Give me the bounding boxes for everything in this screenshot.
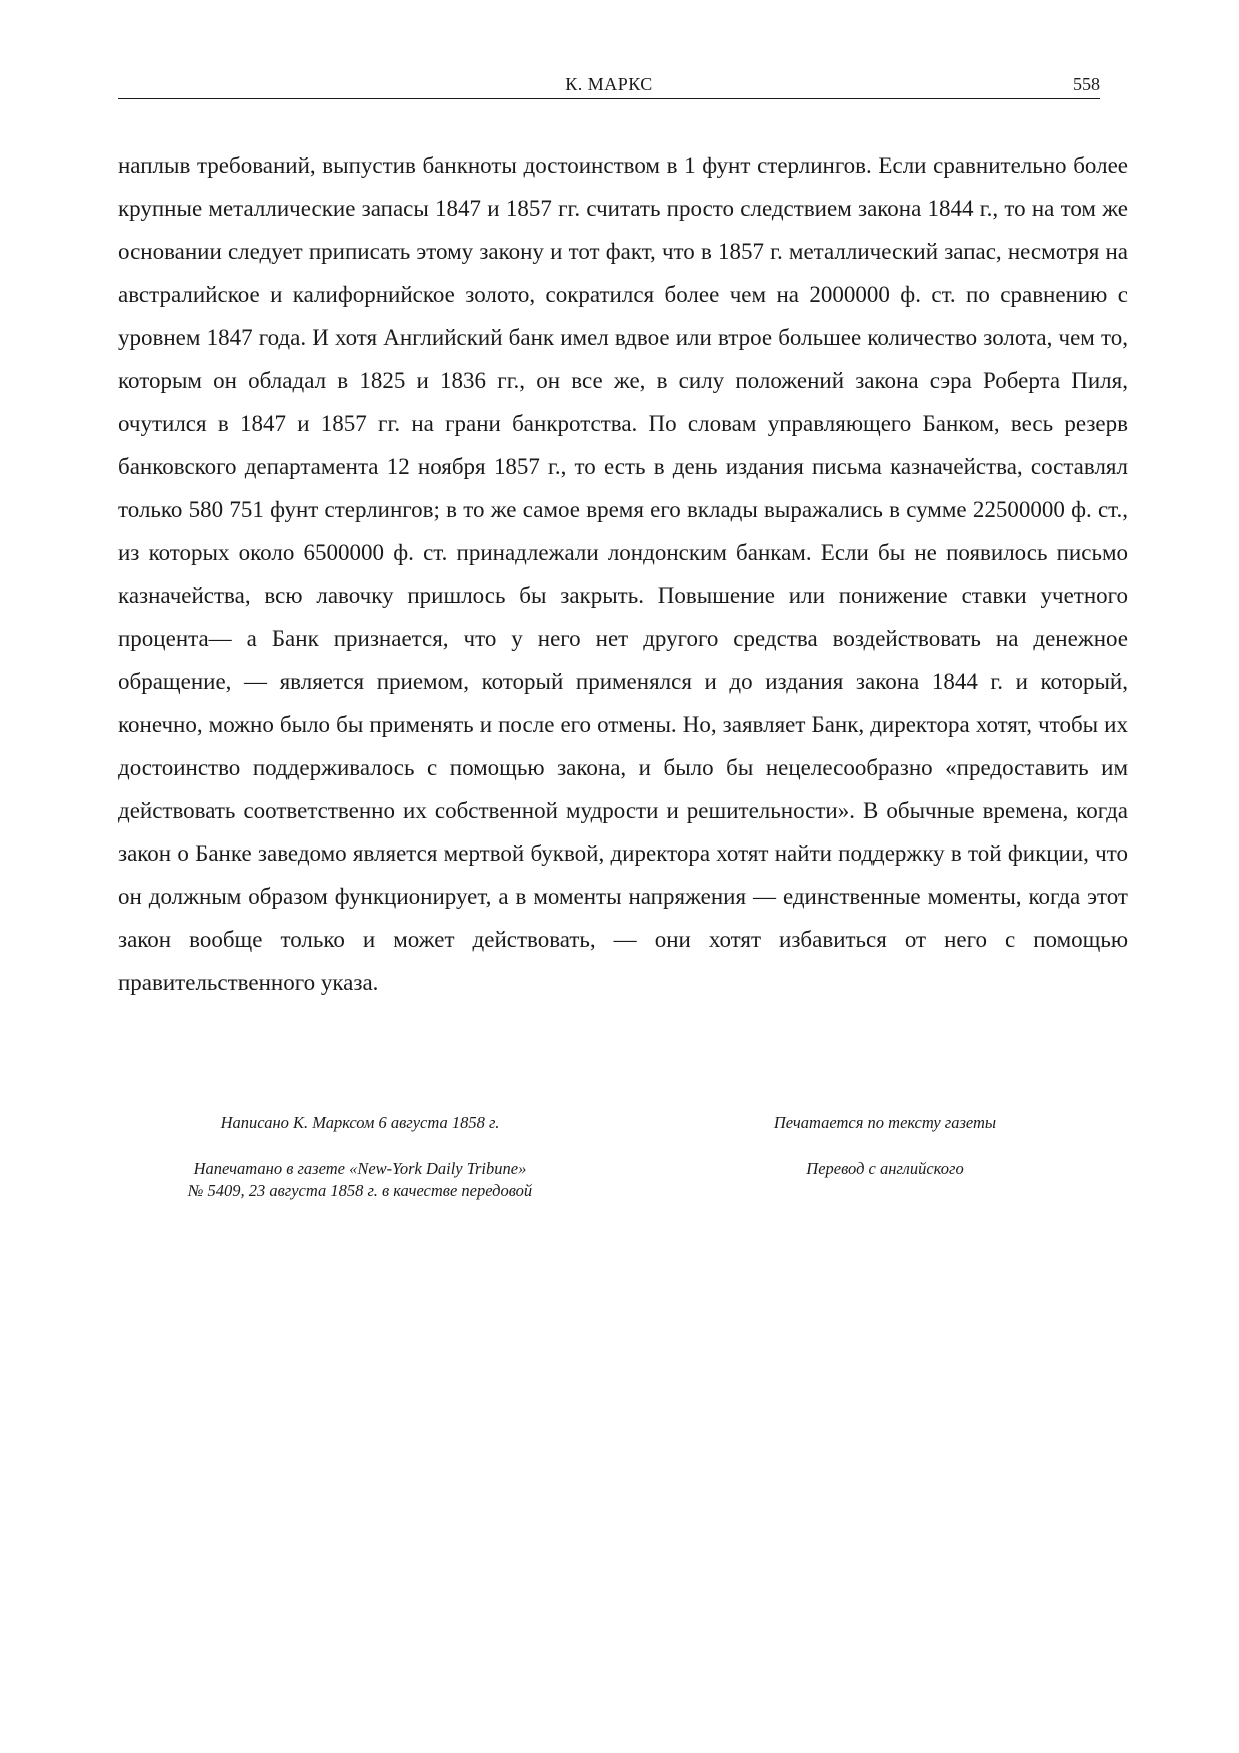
imprint-publication-info: [140, 1112, 580, 1226]
body-paragraph: наплыв требований, выпустив банкноты достоинством в 1 фунт стерлингов. Если сравнительно более крупные металлические запасы 1847 и 1857 гг. считать просто следствием закона 1844 г., то на том же основании следует приписать этому закону и тот факт, что в 1857 г. металлический запас, несмотря на австралийское и калифорнийское золото, сократился более чем на 2000000 ф. ст. по сравнению с уровнем 1847 года. И хотя Английский банк имел вдвое или втрое большее количество золота, чем то, которым он обладал в 1825 и 1836 гг., он все же, в силу положений закона сэра Роберта Пиля, очутился в 1847 и 1857 гг. на грани банкротства. По словам управляющего Банком, весь резерв банковского департамента 12 ноября 1857 г., то есть в день издания письма казначейства, составлял только 580 751 фунт стерлингов; в то же самое время его вклады выражались в сумме 22500000 ф. ст., из которых около 6500000 ф. ст. принадлежали лондонским банкам. Если бы не появилось письмо казначейства, всю лавочку пришлось бы закрыть. Повышение или понижение ставки учетного процента— а Банк признается, что у него нет другого средства воздействовать на денежное обращение, — является приемом, который применялся и до издания закона 1844 г. и который, конечно, можно было бы применять и после его отмены. Но, заявляет Банк, директора хотят, чтобы их достоинство поддерживалось с помощью закона, и было бы нецелесообразно «предоставить им действовать соответственно их собственной мудрости и решительности». В обычные времена, когда закон о Банке заведомо является мертвой буквой, директора хотят найти поддержку в той фикции, что он должным образом функционирует, а в моменты напряжения — единственные моменты, когда этот закон вообще только и может действовать, — они хотят избавиться от него с помощью правительственного указа.: [118, 153, 1128, 995]
imprint-published-in: [140, 1158, 580, 1202]
imprint-published-line-2: № 5409, 23 августа 1858 г. в качестве передовой: [187, 1181, 533, 1200]
imprint-written-date: Написано К. Марксом 6 августа 1858 г.: [220, 1113, 500, 1132]
imprint-source-info: [685, 1112, 1085, 1204]
running-head: [118, 72, 1100, 99]
imprint-published-line-1: Напечатано в газете «New-York Daily Tribune»: [193, 1159, 527, 1178]
imprint-printed-from: Печатается по тексту газеты: [773, 1113, 997, 1132]
imprint-translation: Перевод с английского: [806, 1159, 964, 1178]
page-number: 558: [1073, 74, 1100, 94]
running-head-author: К. МАРКС: [565, 74, 653, 94]
